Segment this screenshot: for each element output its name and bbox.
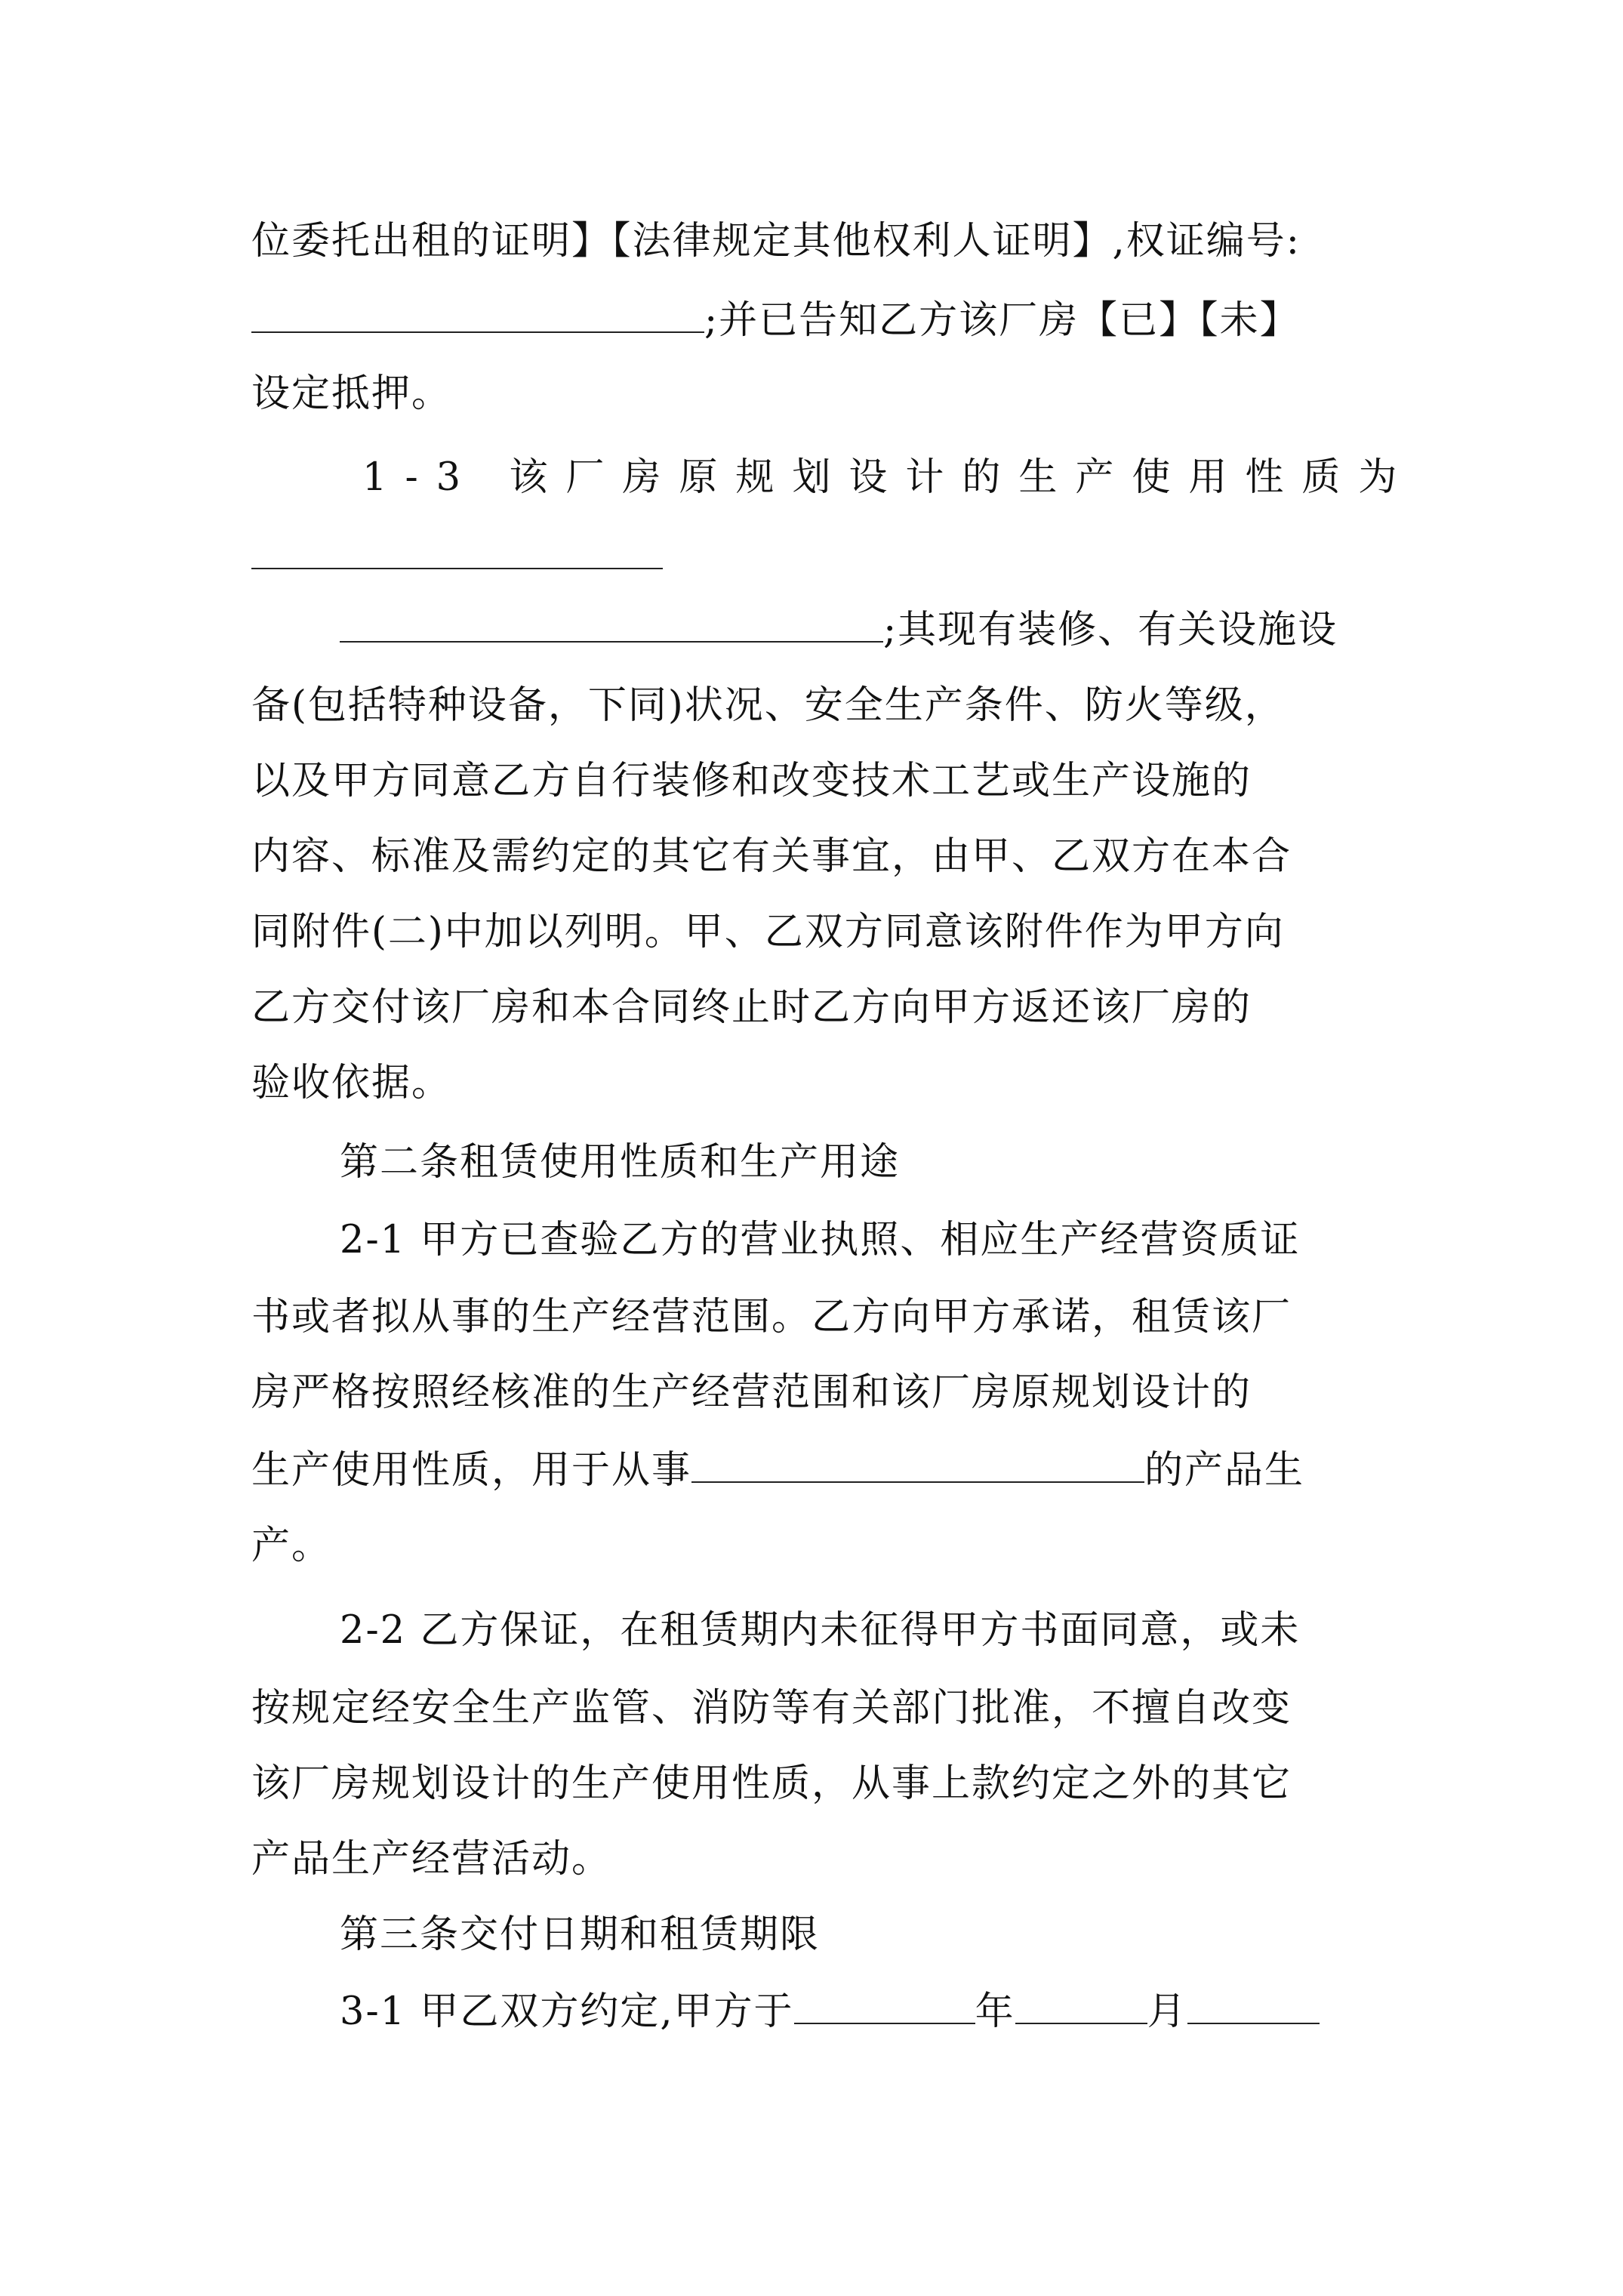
line-text: 同附件(二)中加以列明。甲、乙双方同意该附件作为甲方向 (251, 910, 1285, 954)
paragraph-line (251, 1448, 1304, 1493)
paragraph-line (251, 1370, 1252, 1416)
paragraph-line (251, 219, 1301, 264)
line-text: 以及甲方同意乙方自行装修和改变技术工艺或生产设施的 (251, 759, 1252, 803)
paragraph-line (340, 608, 1338, 653)
line-text: 乙方交付该厂房和本合同终止时乙方向甲方返还该厂房的 (251, 985, 1252, 1030)
paragraph-line (251, 1295, 1292, 1340)
paragraph-line (251, 1761, 1292, 1807)
paragraph-line (251, 683, 1285, 729)
line-text: 2-2 乙方保证，在租赁期内未征得甲方书面同意，或未 (340, 1608, 1301, 1653)
paragraph-line (251, 759, 1252, 804)
fill-in-blank-product-type[interactable] (691, 1448, 1144, 1483)
line-text: 1-3 该厂房原规划设计的生产使用性质为 (362, 455, 1415, 500)
section-heading (340, 1140, 900, 1185)
paragraph-line (251, 985, 1252, 1031)
paragraph-line (251, 1837, 611, 1882)
paragraph-line (251, 298, 1300, 344)
line-text: 的产品生 (1144, 1448, 1305, 1493)
paragraph-line (340, 1989, 1320, 2035)
section-heading (340, 1912, 820, 1958)
paragraph-line (340, 1218, 1300, 1263)
fill-in-blank-certificate-number[interactable] (251, 298, 704, 333)
line-text: 产。 (251, 1524, 332, 1568)
line-text: 2-1 甲方已查验乙方的营业执照、相应生产经营资质证 (340, 1218, 1301, 1262)
fill-in-blank-year[interactable] (794, 1989, 975, 2024)
line-text: 内容、标准及需约定的其它有关事宜，由甲、乙双方在本合 (251, 834, 1292, 879)
line-text: 书或者拟从事的生产经营范围。乙方向甲方承诺，租赁该厂 (251, 1295, 1292, 1339)
line-text: 生产使用性质，用于从事 (251, 1448, 692, 1493)
paragraph-line (340, 1608, 1300, 1653)
line-text: 备(包括特种设备，下同)状况、安全生产条件、防火等级， (251, 683, 1285, 728)
heading-text: 第三条交付日期和租赁期限 (340, 1912, 821, 1957)
paragraph-line (251, 1061, 451, 1106)
line-text: 年 (975, 1989, 1015, 2034)
line-text: 验收依据。 (251, 1061, 452, 1105)
fill-in-blank-day[interactable] (1187, 1989, 1320, 2024)
paragraph-line (251, 1686, 1292, 1731)
line-text: 该厂房规划设计的生产使用性质，从事上款约定之外的其它 (251, 1761, 1292, 1806)
paragraph-line (362, 455, 1415, 501)
line-text: 按规定经安全生产监管、消防等有关部门批准，不擅自改变 (251, 1686, 1292, 1730)
fill-in-blank-month[interactable] (1015, 1989, 1147, 2024)
line-text: 产品生产经营活动。 (251, 1837, 612, 1881)
fill-in-blank-usage-nature[interactable] (251, 568, 663, 569)
heading-text: 第二条租赁使用性质和生产用途 (340, 1140, 901, 1185)
line-text: 房严格按照经核准的生产经营范围和该厂房原规划设计的 (251, 1370, 1252, 1415)
line-text: 设定抵押。 (251, 371, 452, 416)
fill-in-blank-usage-nature-continued[interactable] (340, 608, 883, 643)
line-text: 月 (1147, 1989, 1187, 2034)
line-text: 位委托出租的证明】【法律规定其他权利人证明】,权证编号: (251, 219, 1301, 264)
paragraph-line (251, 910, 1285, 955)
line-text: ;其现有装修、有关设施设 (883, 608, 1338, 652)
line-text: ;并已告知乙方该厂房【已】【未】 (704, 298, 1300, 343)
paragraph-line (251, 1524, 331, 1569)
line-text: 3-1 甲乙双方约定,甲方于 (340, 1989, 794, 2034)
paragraph-line (251, 834, 1292, 880)
paragraph-line (251, 371, 451, 417)
